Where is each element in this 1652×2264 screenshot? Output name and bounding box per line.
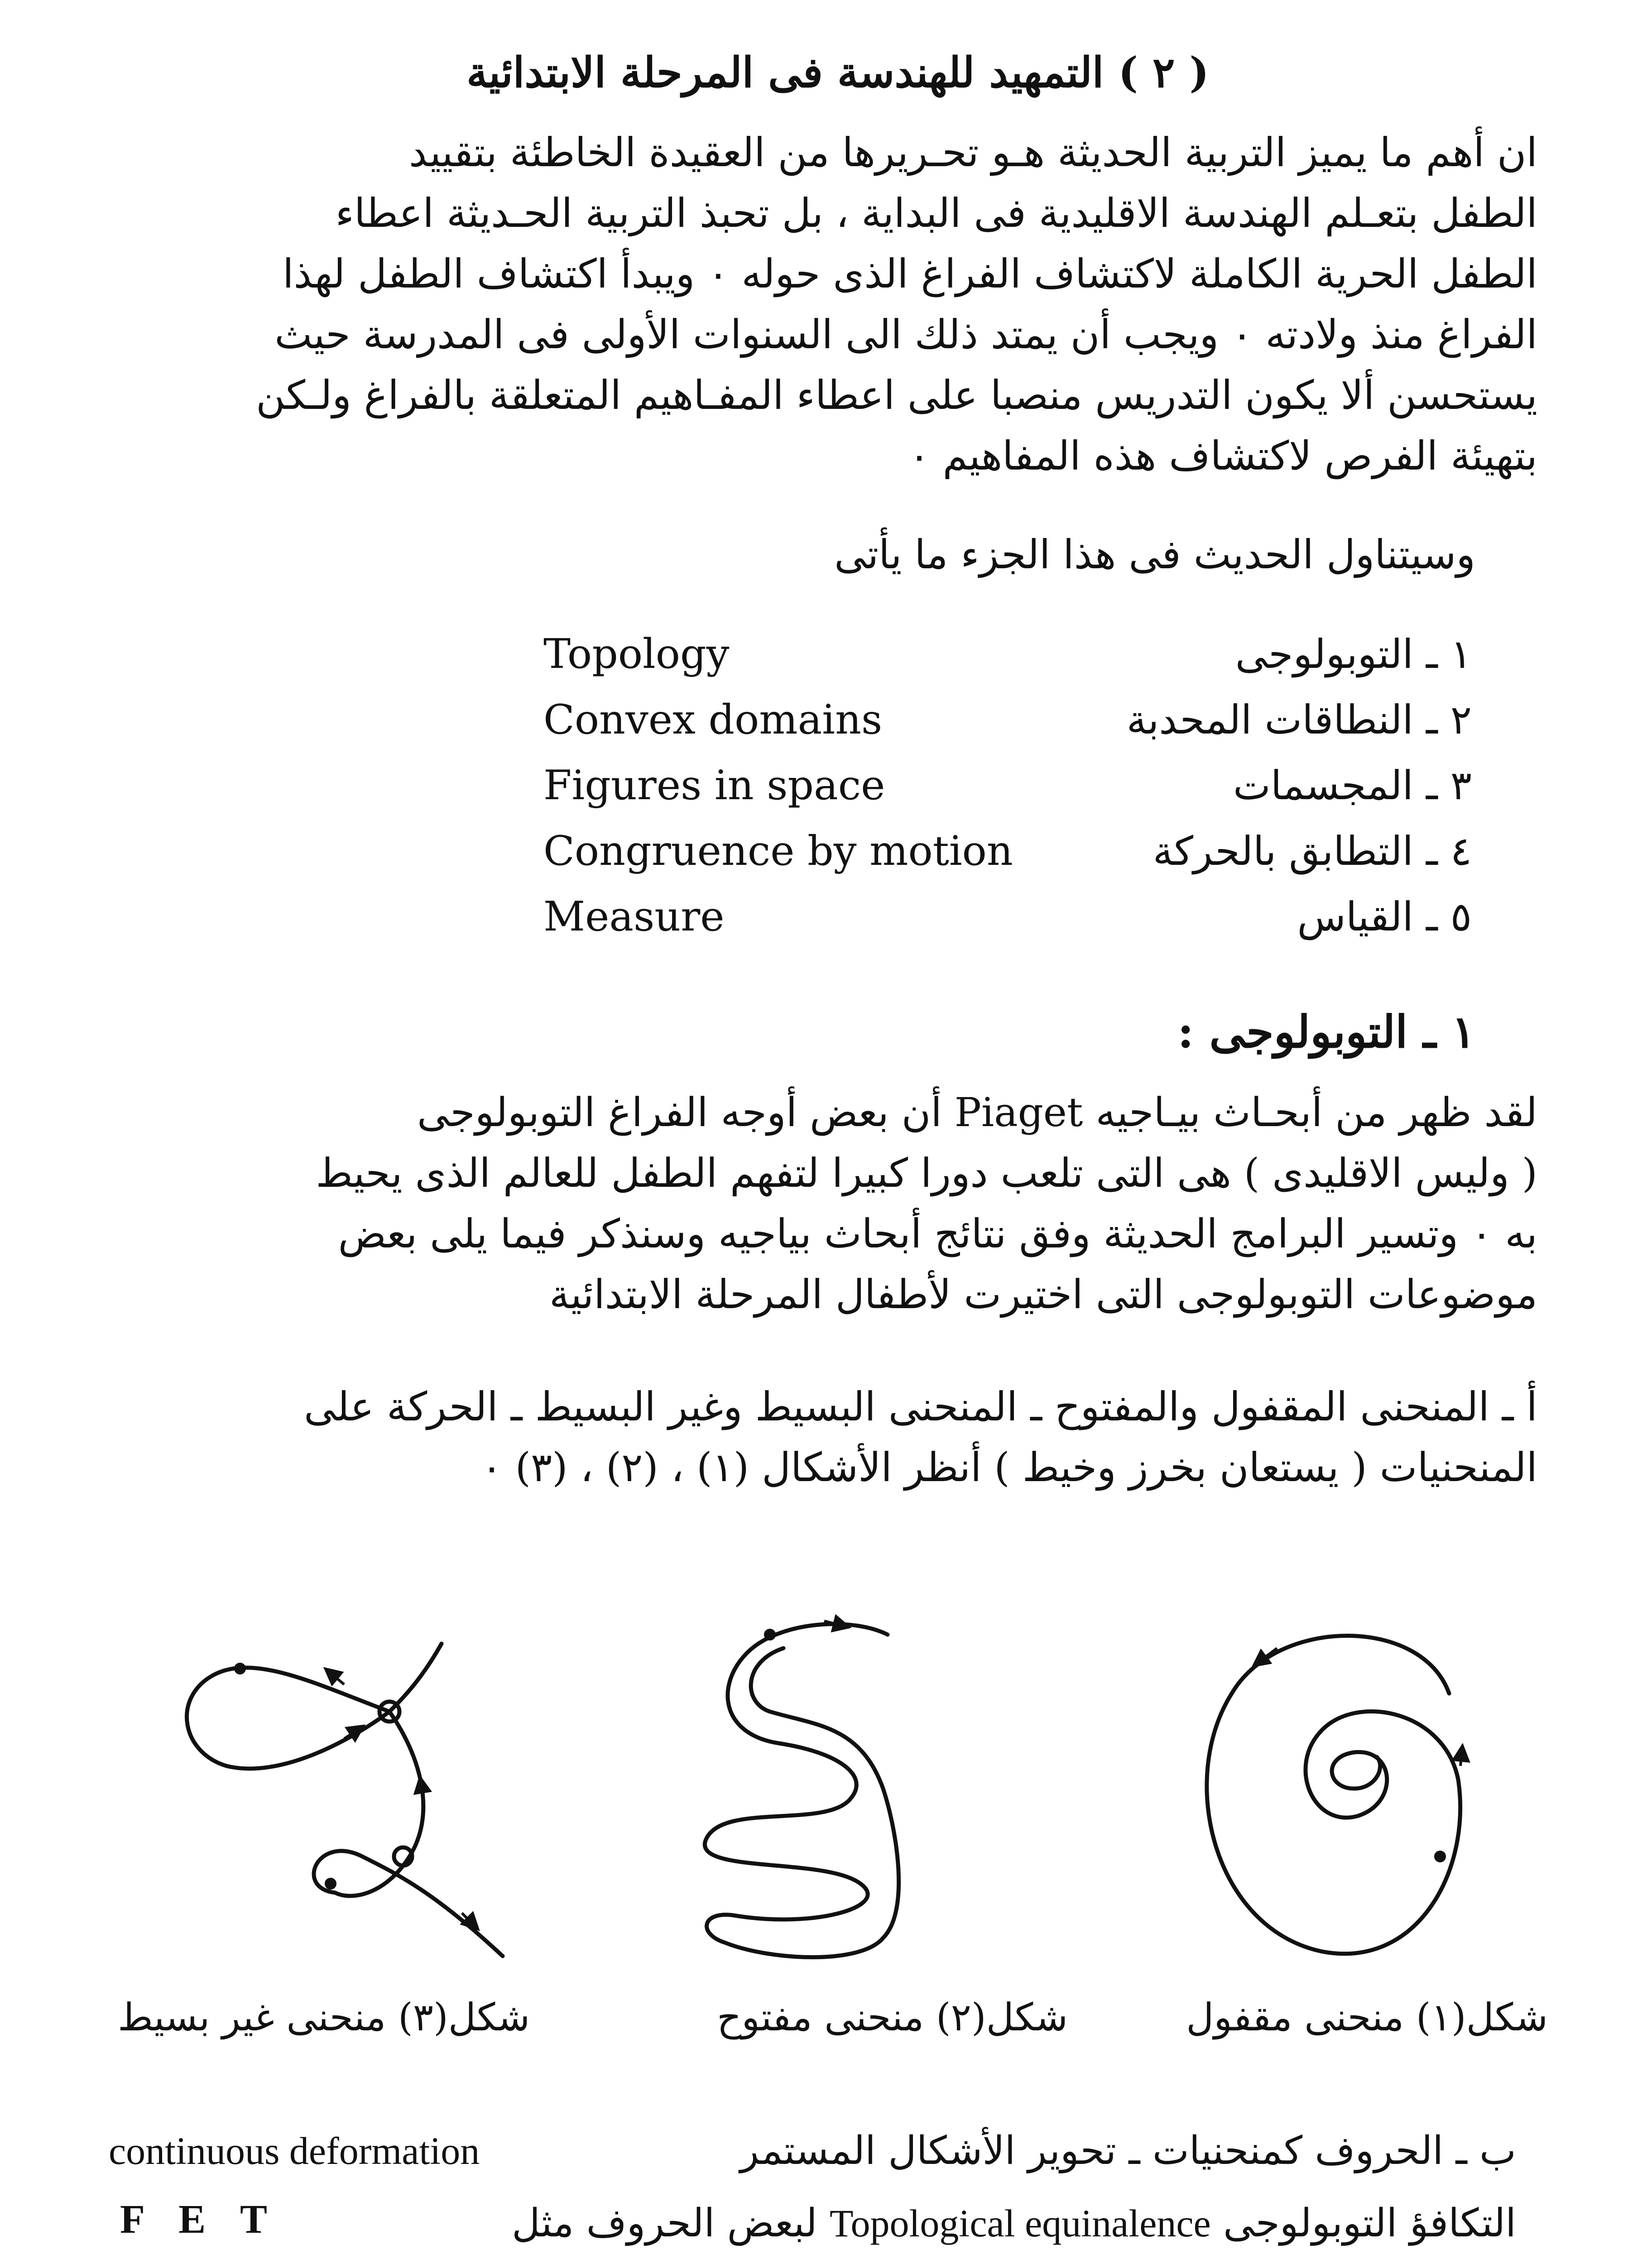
item-b-line-1: ب ـ الحروف كمنحنيات ـ تحوير الأشكال المستمر xyxy=(740,2128,1516,2173)
paragraph-line: موضوعات التوبولوجى التى اختيرت لأطفال المرحلة الابتدائية xyxy=(549,1271,1537,1318)
toc-lead: وسيتناول الحديث فى هذا الجزء ما يأتى xyxy=(834,531,1475,578)
toc-item xyxy=(543,754,1472,817)
paragraph-line: أ ـ المنحنى المقفول والمفتوح ـ المنحنى البسيط وغير البسيط ـ الحركة على xyxy=(304,1383,1537,1430)
intro-line: الطفل بتعـلم الهندسة الاقليدية فى البداية ، بل تحبذ التربية الحـديثة اعطاء xyxy=(335,190,1537,236)
figure-3-curve xyxy=(187,1644,503,1956)
paragraph-line: به ٠ وتسير البرامج الحديثة وفق نتائج أبحاث بياجيه وسنذكر فيما يلى بعض xyxy=(338,1210,1537,1257)
toc-item xyxy=(543,820,1472,883)
figure-2-curve xyxy=(705,1624,898,1957)
toc-item-arabic: ٣ ـ المجسمات xyxy=(1233,762,1472,809)
toc-item xyxy=(543,623,1472,686)
topological-equivalence-ar: التكافؤ التوبولوجى xyxy=(1223,2201,1516,2246)
toc-item-arabic: ٥ ـ القياس xyxy=(1297,893,1472,940)
page-header: ( ٢ ) التمهيد للهندسة فى المرحلة الابتدائية xyxy=(466,48,1209,97)
figures-row xyxy=(0,1576,1652,1983)
intro-paragraph xyxy=(129,122,1537,486)
section-title: ١ ـ التوبولوجى : xyxy=(1177,1006,1475,1058)
item-b-english-term xyxy=(109,2124,480,2178)
toc-item-english: Congruence by motion xyxy=(543,827,1013,875)
toc-item-english: Convex domains xyxy=(543,696,883,743)
toc-item xyxy=(543,688,1472,752)
toc-item-english: Topology xyxy=(543,630,730,678)
letter-examples: F E T xyxy=(120,2197,268,2242)
toc-item-english: Figures in space xyxy=(543,762,885,809)
figure-2-caption: شكل(٢) منحنى مفتوح xyxy=(717,1995,1068,2039)
term-continuous-deformation: continuous deformation xyxy=(109,2129,480,2173)
toc-item xyxy=(543,885,1472,949)
letters-intro: لبعض الحروف مثل xyxy=(512,2201,817,2246)
figure-1-caption: شكل(١) منحنى مقفول xyxy=(1186,1995,1548,2039)
term-topological-equivalence: Topological equinalence xyxy=(830,2202,1211,2245)
toc-item-arabic: ١ ـ التوبولوجى xyxy=(1235,631,1472,677)
item-b-line-2 xyxy=(512,2196,1516,2250)
intro-line: ان أهم ما يميز التربية الحديثة هـو تحـريرها من العقيدة الخاطئة بتقييد xyxy=(409,129,1537,176)
toc-item-english: Measure xyxy=(543,893,725,940)
paragraph-line: لقد ظهر من أبحـاث بيـاجيه Piaget أن بعض أوجه الفراغ التوبولوجى xyxy=(417,1089,1537,1136)
intro-line: الفراغ منذ ولادته ٠ ويجب أن يمتد ذلك الى السنوات الأولى فى المدرسة حيث xyxy=(274,311,1537,358)
piaget-paragraph xyxy=(129,1082,1537,1325)
figure-1-curve xyxy=(1207,1636,1460,1954)
intro-line: يستحسن ألا يكون التدريس منصبا على اعطاء المفـاهيم المتعلقة بالفراغ ولـكن xyxy=(256,372,1537,418)
paragraph-line: ( وليس الاقليدى ) هى التى تلعب دورا كبيرا لتفهم الطفل للعالم الذى يحيط xyxy=(316,1150,1537,1196)
intro-line: الطفل الحرية الكاملة لاكتشاف الفراغ الذى حوله ٠ ويبدأ اكتشاف الطفل لهذا xyxy=(283,250,1537,297)
figure-3-caption: شكل(٣) منحنى غير بسيط xyxy=(118,1995,530,2039)
toc-item-arabic: ٢ ـ النطاقات المحدبة xyxy=(1126,696,1472,743)
paragraph-line: المنحنيات ( يستعان بخرز وخيط ) أنظر الأشكال (١) ، (٢) ، (٣) ٠ xyxy=(481,1444,1537,1491)
toc-item-arabic: ٤ ـ التطابق بالحركة xyxy=(1153,828,1472,874)
curve-figures xyxy=(0,1576,1652,1983)
item-a-paragraph xyxy=(129,1377,1537,1498)
intro-line: بتهيئة الفرص لاكتشاف هذه المفاهيم ٠ xyxy=(908,432,1537,479)
